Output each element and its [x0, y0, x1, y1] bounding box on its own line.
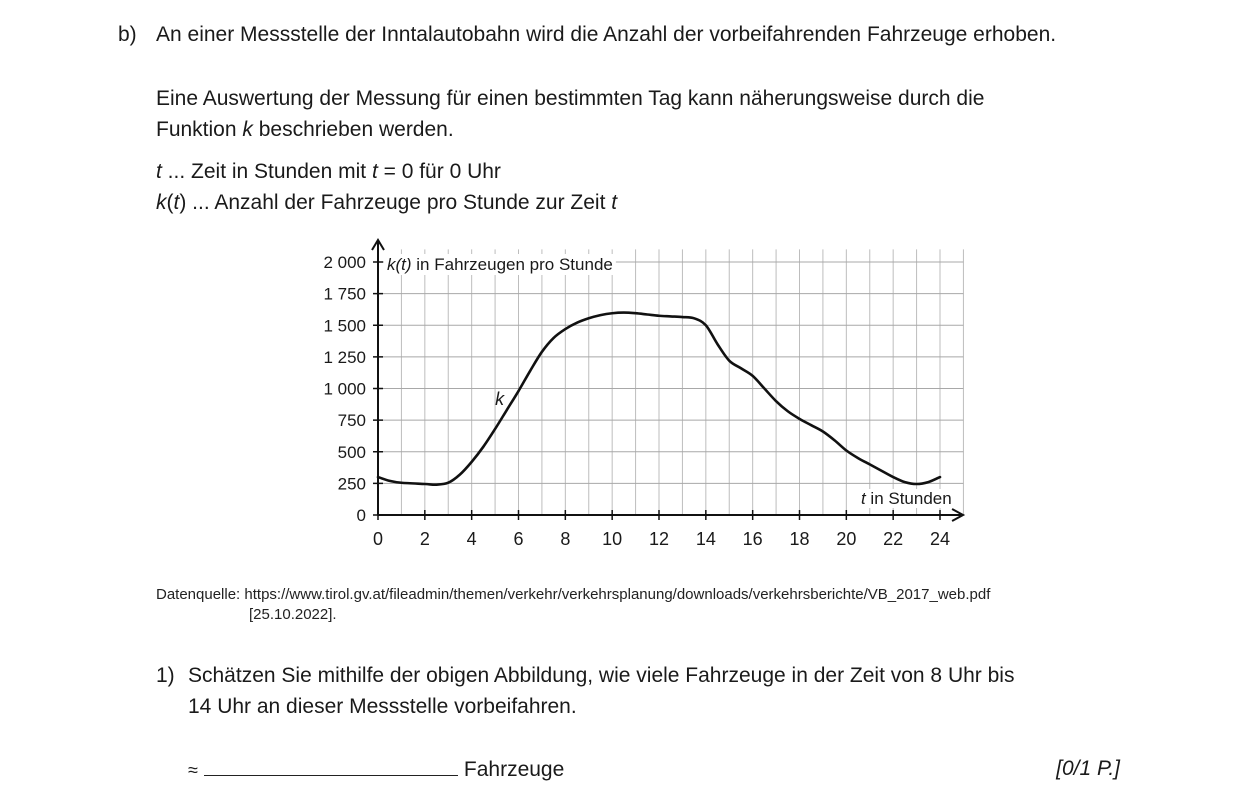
definition-t: t ... Zeit in Stunden mit t = 0 für 0 Uhr	[156, 160, 501, 183]
definition-k: k(t) ... Anzahl der Fahrzeuge pro Stunde zur Zeit t	[156, 191, 618, 214]
task-label: b)	[118, 23, 137, 46]
x-tick-label: 12	[648, 529, 670, 549]
x-tick-label: 20	[836, 529, 857, 549]
y-tick-label: 1 000	[323, 379, 366, 399]
y-tick-label: 1 500	[323, 316, 366, 336]
task-description-line1: Eine Auswertung der Messung für einen bestimmten Tag kann näherungsweise durch die	[156, 87, 985, 110]
x-tick-label: 10	[602, 529, 623, 549]
y-axis-label-var: k(t)	[387, 255, 412, 274]
y-tick-label: 1 250	[323, 347, 366, 367]
x-tick-label: 4	[466, 529, 477, 549]
approx-symbol: ≈	[188, 760, 198, 780]
y-axis-label-text: in Fahrzeugen pro Stunde	[411, 255, 613, 274]
x-tick-label: 6	[513, 529, 524, 549]
x-tick-label: 24	[929, 529, 951, 549]
question-number: 1)	[156, 664, 175, 687]
chart-axes	[372, 240, 963, 521]
source-line	[156, 585, 990, 605]
x-tick-label: 0	[372, 529, 384, 549]
y-tick-label: 500	[337, 442, 366, 462]
source-url: https://www.tirol.gv.at/fileadmin/themen/verkehr/verkehrsplanung/downloads/verkehrsberichte/VB_2017_web.pdf	[244, 586, 991, 603]
chart-grid	[378, 249, 963, 515]
answer-unit: Fahrzeuge	[463, 758, 565, 781]
x-axis-label-var: t	[860, 489, 866, 508]
x-tick-label: 18	[789, 529, 810, 549]
function-name: k	[242, 118, 253, 141]
y-tick-label: 2 000	[323, 253, 366, 272]
source-label: Datenquelle:	[156, 586, 241, 603]
x-tick-label: 16	[742, 529, 763, 549]
curve-label-k: k	[495, 388, 505, 409]
x-axis-label	[861, 489, 952, 508]
source-date: [25.10.2022].	[249, 606, 337, 623]
x-axis-label-text: in Stunden	[865, 489, 952, 508]
y-tick-label: 250	[337, 474, 366, 494]
points-badge: [0/1 P.]	[1056, 757, 1120, 780]
y-tick-label: 0	[356, 506, 366, 525]
y-tick-label: 750	[337, 411, 366, 431]
chart-ticks	[323, 253, 950, 549]
y-axis-label	[387, 255, 613, 274]
task-intro: An einer Messstelle der Inntalautobahn wird die Anzahl der vorbeifahrenden Fahrzeuge erhoben.	[156, 23, 1057, 46]
x-tick-label: 22	[883, 529, 904, 549]
x-tick-label: 8	[560, 529, 571, 549]
task-description-line2: Funktion k beschrieben werden.	[156, 118, 454, 141]
question-line2: 14 Uhr an dieser Messstelle vorbeifahren.	[188, 695, 577, 718]
question-line1: Schätzen Sie mithilfe der obigen Abbildung, wie viele Fahrzeuge in der Zeit von 8 Uhr bis	[188, 664, 1015, 687]
y-tick-label: 1 750	[323, 284, 366, 304]
answer-input-line[interactable]	[204, 753, 458, 776]
answer-row	[188, 753, 564, 786]
x-tick-label: 14	[695, 529, 716, 549]
x-tick-label: 2	[419, 529, 430, 549]
